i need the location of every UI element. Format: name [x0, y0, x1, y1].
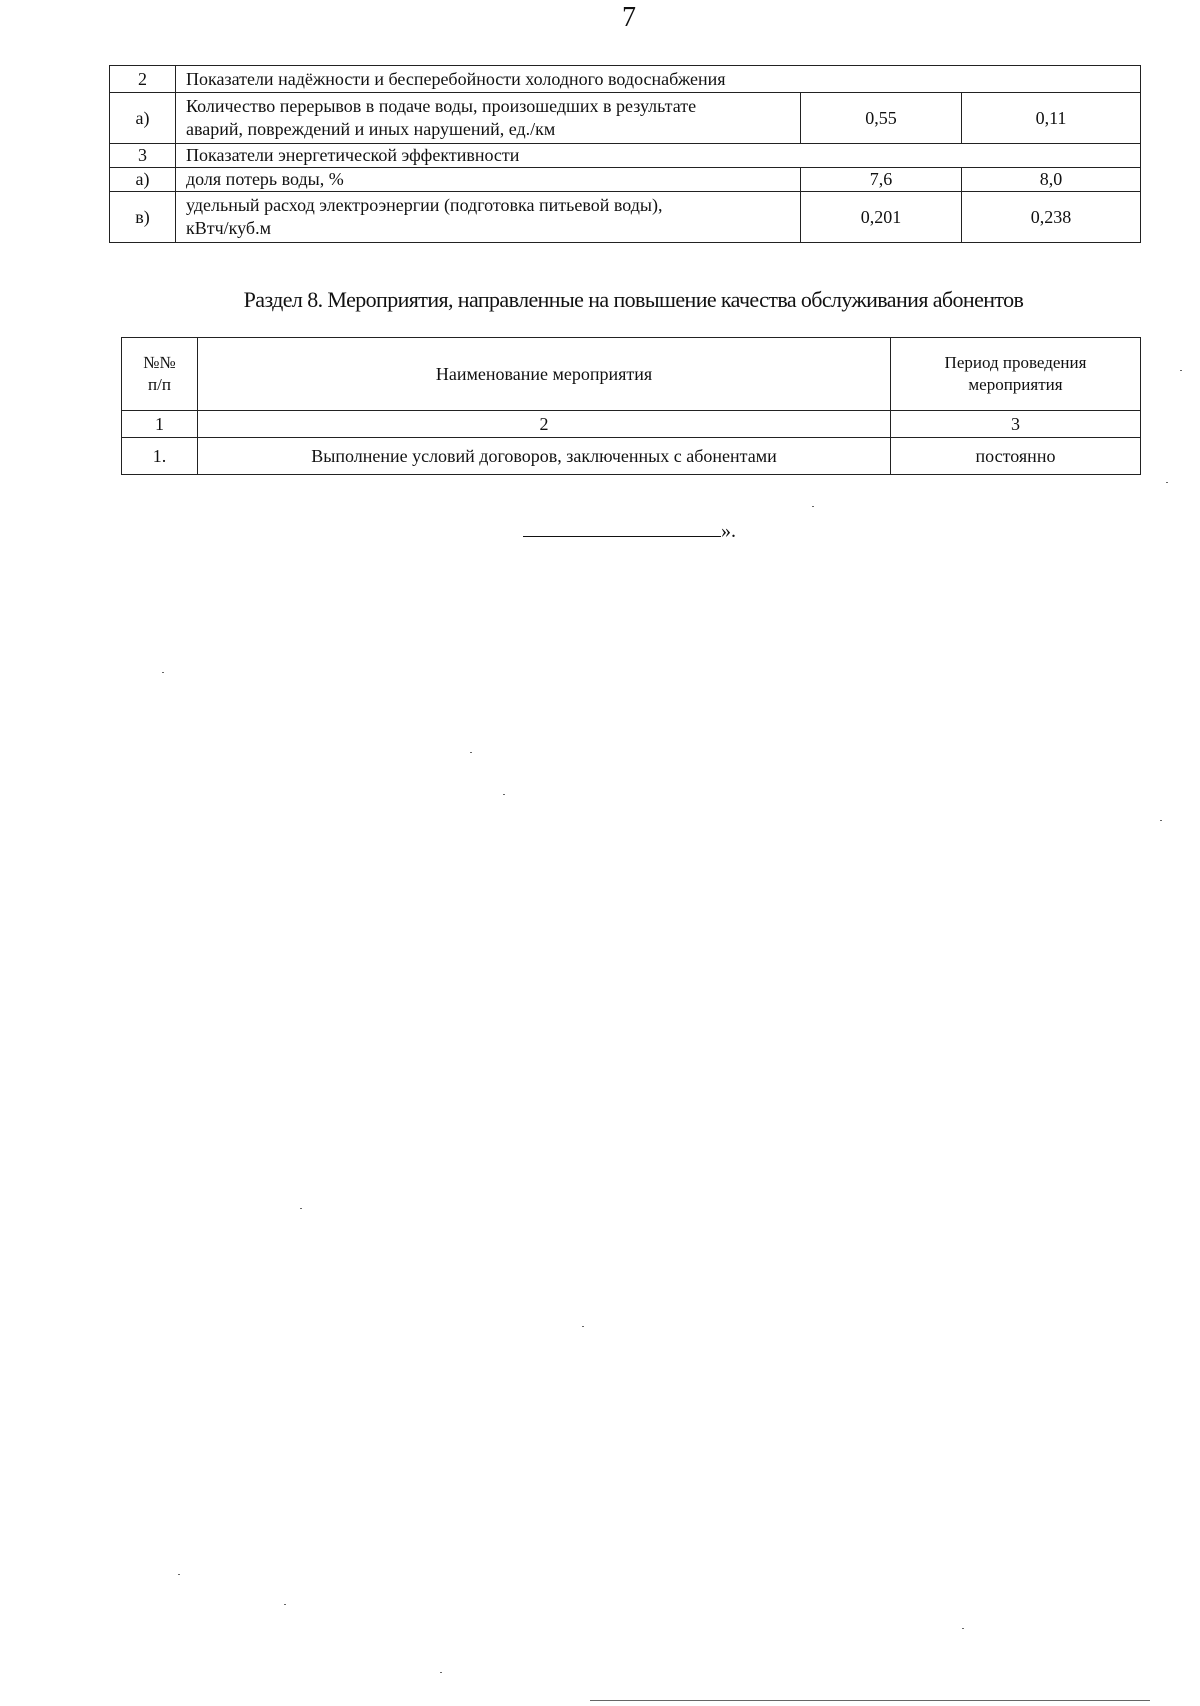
row-number: а) — [110, 168, 176, 192]
header-line: мероприятия — [968, 375, 1063, 394]
column-header-period — [891, 338, 1141, 411]
scan-speck — [582, 1326, 584, 1327]
indicators-table — [109, 65, 1141, 243]
closing-quote: ». — [721, 520, 736, 542]
table-row — [110, 144, 1141, 168]
scan-speck — [812, 506, 814, 507]
row-number: 1. — [122, 438, 198, 475]
indicator-name — [176, 93, 801, 144]
scan-speck — [162, 672, 164, 673]
group-heading: Показатели надёжности и бесперебойности холодного водоснабжения — [176, 66, 1141, 93]
scan-speck — [503, 794, 505, 795]
indicator-value: 8,0 — [962, 168, 1141, 192]
row-number: а) — [110, 93, 176, 144]
activities-table — [121, 337, 1141, 475]
header-line: п/п — [148, 375, 171, 394]
indicator-value: 0,11 — [962, 93, 1141, 144]
group-heading: Показатели энергетической эффективности — [176, 144, 1141, 168]
scan-speck — [590, 1700, 1150, 1701]
activity-name: Выполнение условий договоров, заключенных с абонентами — [198, 438, 891, 475]
column-number: 1 — [122, 411, 198, 438]
table-row — [110, 168, 1141, 192]
page-number: 7 — [622, 2, 636, 33]
closing-line — [523, 518, 736, 543]
column-number: 2 — [198, 411, 891, 438]
table-header-row — [122, 338, 1141, 411]
table-row — [110, 66, 1141, 93]
indicator-value: 0,201 — [801, 192, 962, 243]
scan-speck — [178, 1574, 180, 1575]
table-row — [110, 192, 1141, 243]
activity-period: постоянно — [891, 438, 1141, 475]
scan-speck — [1166, 482, 1168, 483]
indicator-name: доля потерь воды, % — [176, 168, 801, 192]
indicator-name-line: кВтч/куб.м — [186, 218, 271, 238]
scan-speck — [1160, 820, 1162, 821]
table-row — [110, 93, 1141, 144]
indicator-value: 7,6 — [801, 168, 962, 192]
column-header-number — [122, 338, 198, 411]
scan-speck — [300, 1208, 302, 1209]
indicator-name — [176, 192, 801, 243]
scan-speck — [440, 1672, 442, 1673]
header-line: Период проведения — [944, 353, 1087, 372]
indicator-name-line: удельный расход электроэнергии (подготовка питьевой воды), — [186, 195, 663, 215]
row-number: 2 — [110, 66, 176, 93]
indicator-value: 0,55 — [801, 93, 962, 144]
scan-speck — [1180, 370, 1182, 371]
table-row — [122, 438, 1141, 475]
indicator-name-line: аварий, повреждений и иных нарушений, ед./км — [186, 119, 556, 139]
blank-underline — [523, 518, 721, 537]
indicator-name-line: Количество перерывов в подаче воды, произошедших в результате — [186, 96, 697, 116]
scan-speck — [284, 1604, 286, 1605]
scan-speck — [470, 752, 472, 753]
header-line: №№ — [143, 353, 176, 372]
row-number: в) — [110, 192, 176, 243]
scan-speck — [962, 1628, 964, 1629]
indicator-value: 0,238 — [962, 192, 1141, 243]
row-number: 3 — [110, 144, 176, 168]
column-number: 3 — [891, 411, 1141, 438]
column-numbering-row — [122, 411, 1141, 438]
section-title: Раздел 8. Мероприятия, направленные на повышение качества обслуживания абонентов — [243, 287, 1024, 312]
column-header-name: Наименование мероприятия — [198, 338, 891, 411]
